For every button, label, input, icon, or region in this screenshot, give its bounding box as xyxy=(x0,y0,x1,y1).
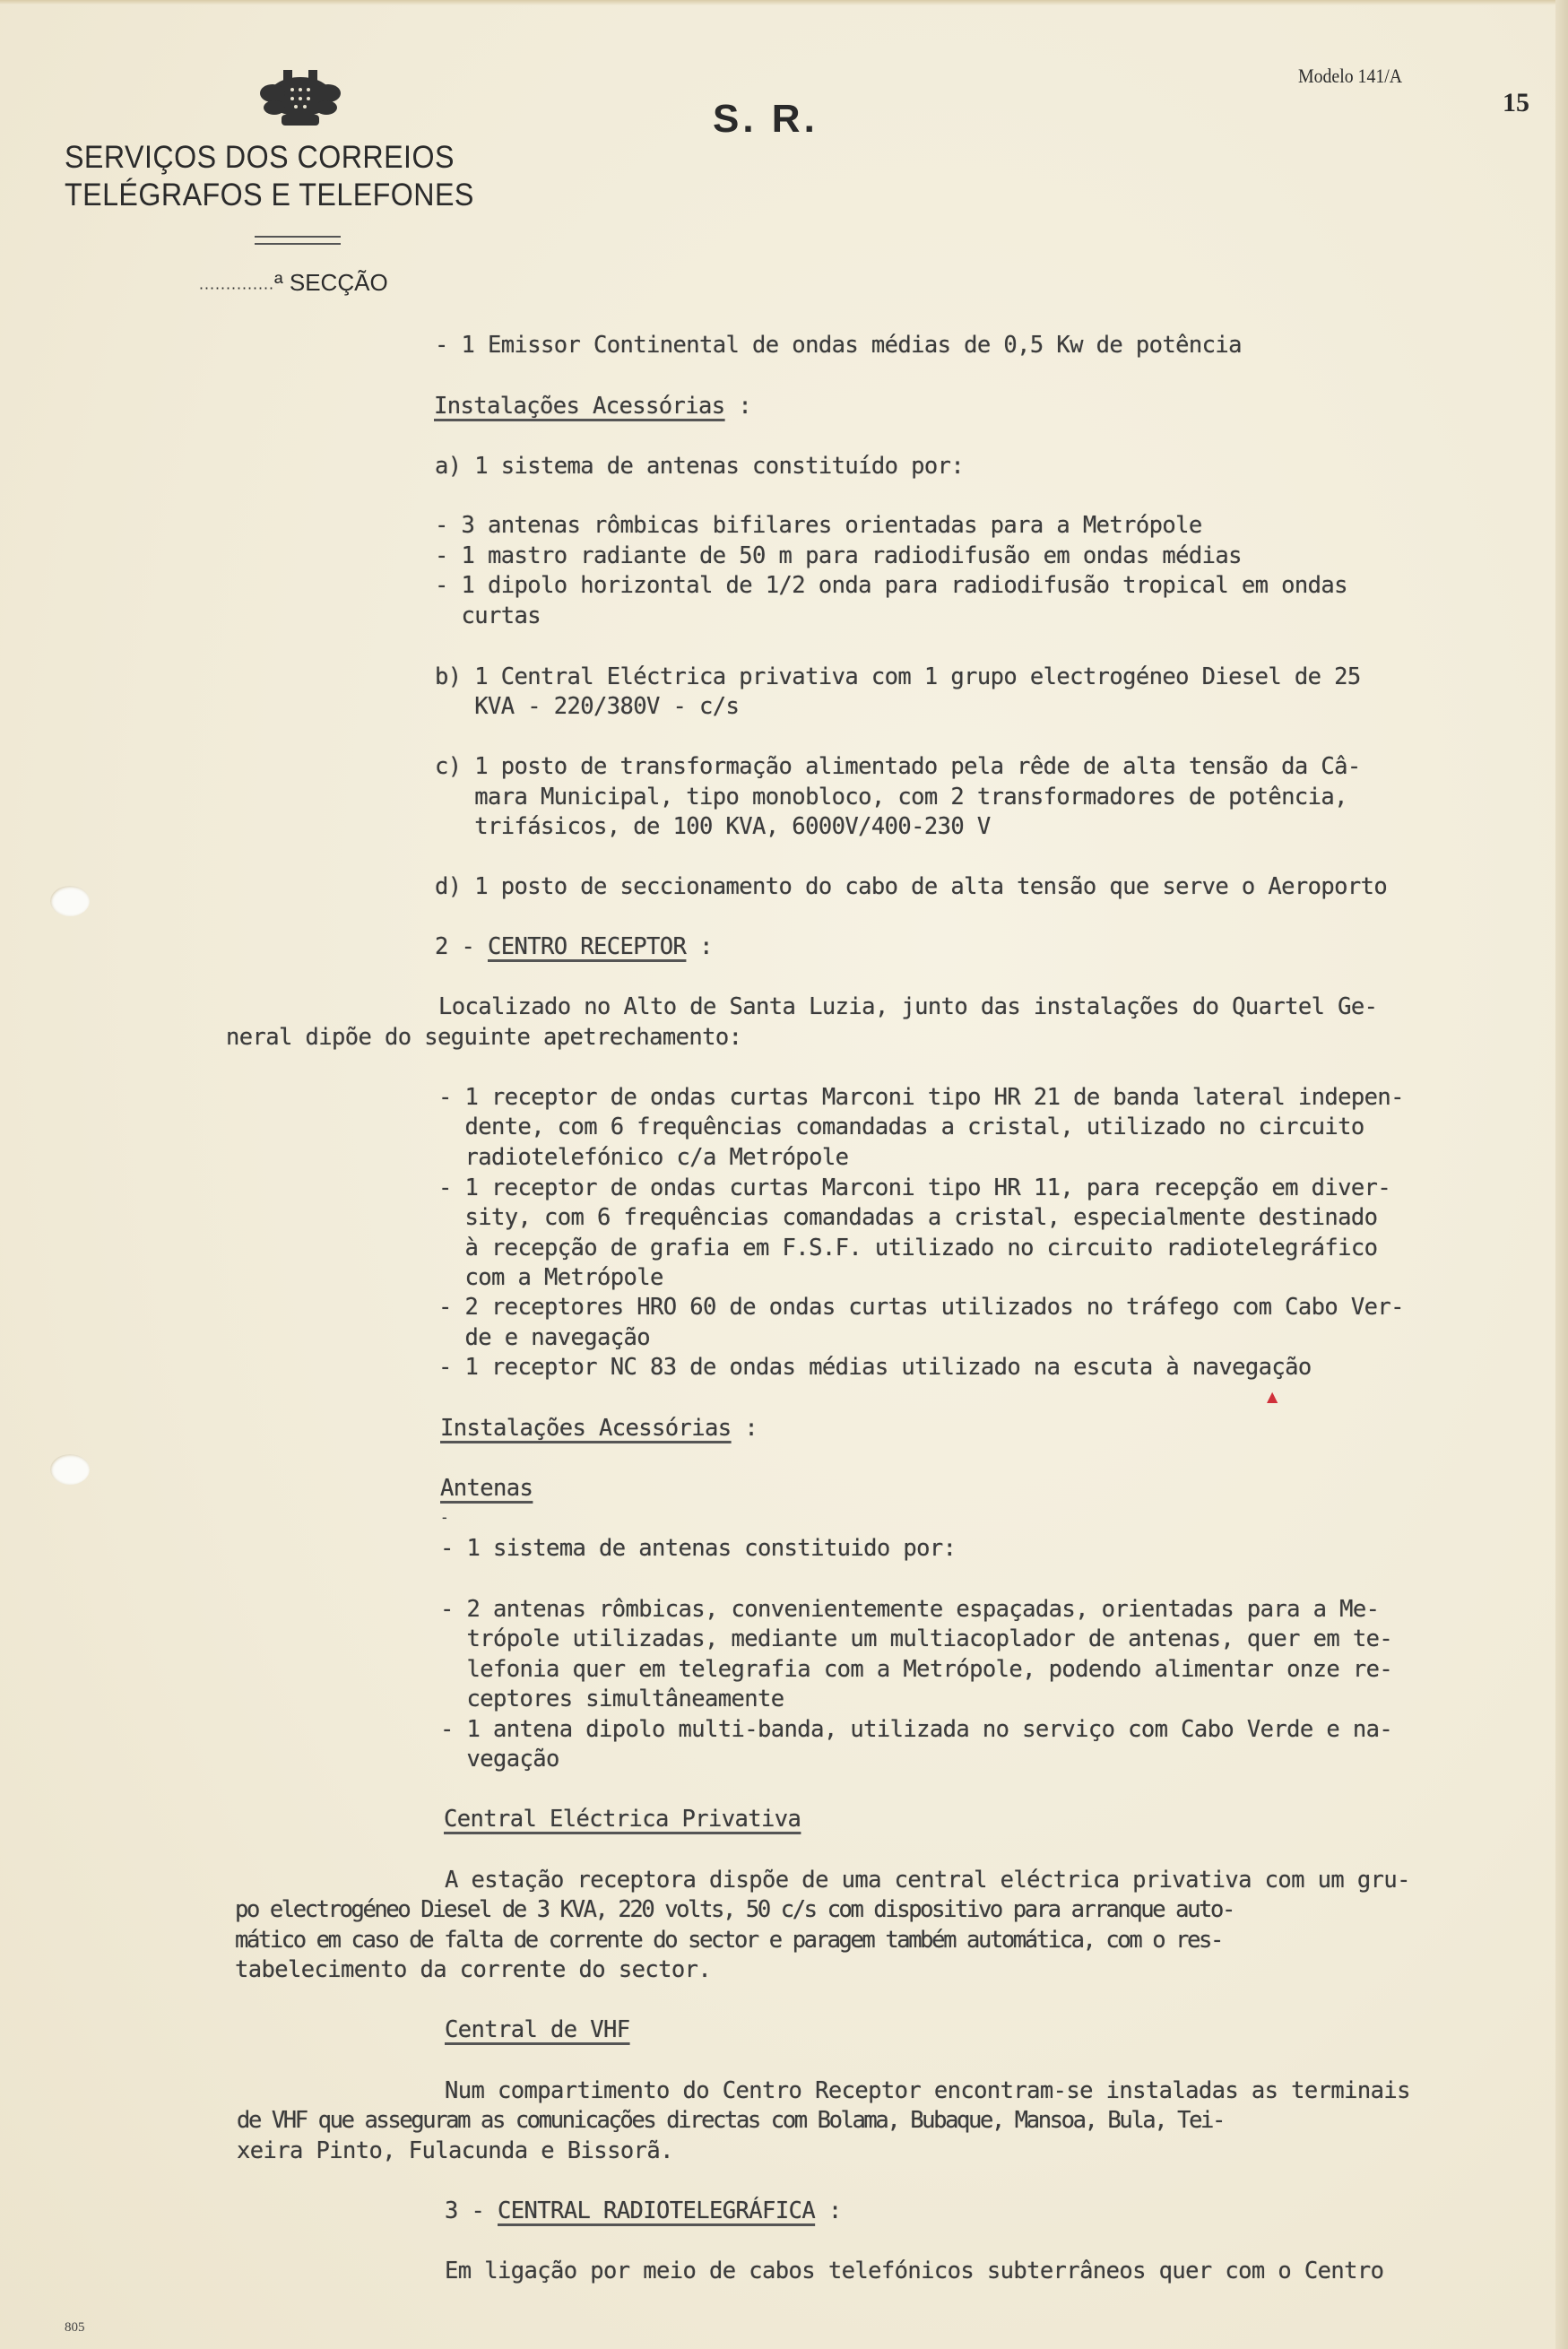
list-item-continuation: de e navegação xyxy=(438,1324,651,1351)
list-item: - 1 receptor de ondas curtas Marconi tipo HR 21 de banda lateral indepen- xyxy=(438,1084,1404,1111)
coat-of-arms-icon xyxy=(256,66,344,129)
list-item: - 1 sistema de antenas constituido por: xyxy=(440,1535,957,1562)
list-item: d) 1 posto de seccionamento do cabo de alta tensão que serve o Aeroporto xyxy=(435,873,1388,900)
body-line: - 1 Emissor Continental de ondas médias de 0,5 Kw de potência xyxy=(435,332,1242,359)
punch-hole-upper xyxy=(50,886,90,916)
paper-top-edge xyxy=(0,0,1568,5)
subheading-instalacoes-acessorias-1: Instalações Acessórias : xyxy=(434,393,752,420)
list-item: - 1 receptor NC 83 de ondas médias utilizado na escuta à navegação xyxy=(438,1354,1312,1381)
stray-dash: - xyxy=(440,1509,449,1526)
list-item: b) 1 Central Eléctrica privativa com 1 grupo electrogéneo Diesel de 25 xyxy=(435,663,1361,690)
paragraph-line: po electrogéneo Diesel de 3 KVA, 220 volts, 50 c/s com dispositivo para arranque auto- xyxy=(235,1896,1234,1923)
list-item-continuation: ceptores simultâneamente xyxy=(440,1686,784,1712)
subheading-instalacoes-acessorias-2: Instalações Acessórias : xyxy=(440,1415,758,1442)
list-item-continuation: lefonia quer em telegrafia com a Metrópole, podendo alimentar onze re- xyxy=(440,1656,1393,1683)
form-code: 805 xyxy=(65,2320,85,2335)
list-item-continuation: trifásicos, de 100 KVA, 6000V/400-230 V xyxy=(435,813,991,840)
paper-right-edge xyxy=(1555,0,1568,2349)
paragraph-line: Localizado no Alto de Santa Luzia, junto das instalações do Quartel Ge- xyxy=(438,993,1378,1020)
page-number: 15 xyxy=(1503,88,1529,117)
section-field xyxy=(199,269,388,297)
list-item-continuation: com a Metrópole xyxy=(438,1264,663,1291)
list-item-continuation: curtas xyxy=(435,602,541,629)
list-item-continuation: KVA - 220/380V - c/s xyxy=(435,693,740,720)
list-item-continuation: dente, com 6 frequências comandadas a cristal, utilizado no circuito xyxy=(438,1114,1364,1140)
paragraph-line: A estação receptora dispõe de uma central eléctrica privativa com um gru- xyxy=(445,1867,1410,1894)
subheading-central-de-vhf: Central de VHF xyxy=(445,2016,630,2043)
list-item-continuation: sity, com 6 frequências comandadas a cristal, especialmente destinado xyxy=(438,1204,1378,1231)
list-item: - 1 mastro radiante de 50 m para radiodifusão em ondas médias xyxy=(435,542,1242,569)
punch-hole-lower xyxy=(50,1454,90,1485)
list-item: c) 1 posto de transformação alimentado pela rêde de alta tensão da Câ- xyxy=(435,753,1361,780)
subheading-antenas: Antenas xyxy=(440,1475,533,1502)
paragraph-line: neral dipõe do seguinte apetrechamento: xyxy=(226,1024,742,1051)
org-name-line2: TELÉGRAFOS E TELEFONES xyxy=(65,178,474,212)
section-number-blank: .............. xyxy=(199,274,275,293)
paragraph-line: Em ligação por meio de cabos telefónicos subterrâneos quer com o Centro xyxy=(445,2258,1384,2284)
subheading-central-electrica-privativa: Central Eléctrica Privativa xyxy=(444,1806,801,1833)
paragraph-line: de VHF que asseguram as comunicações directas com Bolama, Bubaque, Mansoa, Bula, Tei- xyxy=(237,2107,1224,2134)
list-item: - 2 receptores HRO 60 de ondas curtas utilizados no tráfego com Cabo Ver- xyxy=(438,1294,1404,1321)
paragraph-line: tabelecimento da corrente do sector. xyxy=(235,1956,712,1983)
list-item: - 1 dipolo horizontal de 1/2 onda para radiodifusão tropical em ondas xyxy=(435,572,1347,599)
heading-central-radiotelegrafica: 3 - CENTRAL RADIOTELEGRÁFICA : xyxy=(445,2197,842,2224)
heading-centro-receptor: 2 - CENTRO RECEPTOR : xyxy=(435,933,713,960)
body-line: a) 1 sistema de antenas constituído por: xyxy=(435,453,965,480)
paragraph-line: Num compartimento do Centro Receptor encontram-se instaladas as terminais xyxy=(445,2077,1410,2104)
list-item-continuation: vegação xyxy=(440,1746,559,1773)
org-name-line1: SERVIÇOS DOS CORREIOS xyxy=(65,140,455,175)
list-item-continuation: mara Municipal, tipo monobloco, com 2 transformadores de potência, xyxy=(435,784,1347,810)
red-caret-mark: ▲ xyxy=(1267,1388,1278,1405)
list-item-continuation: radiotelefónico c/a Metrópole xyxy=(438,1144,849,1171)
list-item: - 1 antena dipolo multi-banda, utilizada no serviço com Cabo Verde e na- xyxy=(440,1716,1393,1743)
double-rule-divider xyxy=(255,236,341,245)
sr-mark: S. R. xyxy=(713,97,819,141)
list-item-continuation: trópole utilizadas, mediante um multiacoplador de antenas, quer em te- xyxy=(440,1625,1393,1652)
organization-name xyxy=(65,139,474,214)
list-item-continuation: à recepção de grafia em F.S.F. utilizado no circuito radiotelegráfico xyxy=(438,1235,1378,1261)
form-model-label: Modelo 141/A xyxy=(1298,65,1403,87)
list-item: - 2 antenas rômbicas, convenientemente espaçadas, orientadas para a Me- xyxy=(440,1596,1380,1623)
list-item: - 3 antenas rômbicas bifilares orientadas para a Metrópole xyxy=(435,512,1202,539)
list-item: - 1 receptor de ondas curtas Marconi tipo HR 11, para recepção em diver- xyxy=(438,1174,1391,1201)
paragraph-line: mático em caso de falta de corrente do sector e paragem também automática, com o res- xyxy=(235,1927,1222,1954)
paragraph-line: xeira Pinto, Fulacunda e Bissorã. xyxy=(237,2137,673,2164)
section-label: ª SECÇÃO xyxy=(274,269,388,296)
